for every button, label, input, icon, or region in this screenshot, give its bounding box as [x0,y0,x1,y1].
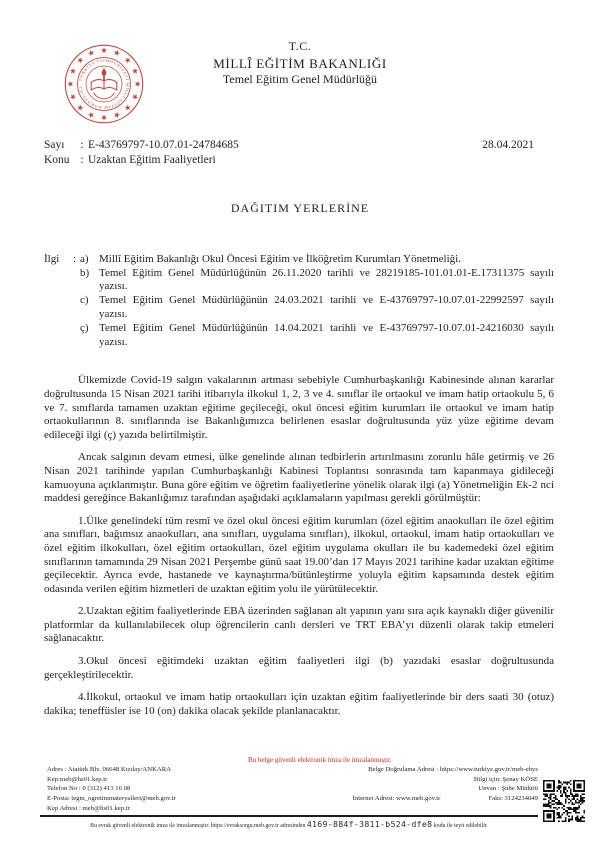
ministry-seal-icon [64,44,144,124]
recipient-line: DAĞITIM YERLERİNE [230,200,370,215]
department-title: Temel Eğitim Genel Müdürlüğü [222,71,378,86]
footer-verify-url-line: Belge Doğrulama Adresi : https://www.turkiye.gov.tr/meb-ebys [368,766,538,773]
footer-address-block [47,765,176,814]
konu-colon: : [80,153,84,166]
republic-title: T.C. [288,39,312,53]
separator-rule [40,815,538,817]
reference-item [44,253,554,267]
letter-footer [0,752,600,848]
ministry-title: MİLLÎ EĞİTİM BAKANLIĞI [213,55,387,71]
konu-value: Uzaktan Eğitim Faaliyetleri [88,153,216,166]
footer-email-line: E-Posta: tegm_ogretimmateryalleri@meb.gov.tr [47,795,176,803]
body-paragraph: 2.Uzaktan eğitim faaliyetlerinde EBA üzerinden sağlanan alt yapının yanı sıra açık kaynaklı diğer güvenilir platformlar da kullanılabilecek olup öğrencilerin canlı dersleri ve TRT EBA’yı düzenli olarak takip etmeleri sağlanacaktır. [44,605,554,645]
reference-marker: b) [80,266,90,279]
konu-row [44,153,239,168]
reference-text: Temel Eğitim Genel Müdürlüğünün 14.04.2021 tarihli ve E-43769797-10.07.01-24216030 sayılı yazısı. [99,321,554,348]
body-paragraph: 4.İlkokul, ortaokul ve imam hatip ortaokulları için uzaktan eğitim faaliyetlerinde bir ders saati 30 (otuz) dakika; teneffüsler ise 10 (on) dakika olacak şekilde planlanacaktır. [44,691,554,717]
konu-label: Konu [44,153,70,166]
verification-line [28,819,550,829]
sayi-colon: : [80,138,84,151]
sayi-label: Sayı [44,138,65,151]
reference-item [44,322,554,350]
letter-body [0,374,600,718]
body-paragraph: Ancak salgının devam etmesi, ülke genelinde alınan tedbirlerin artırılmasını zorunlu hâle getirmiş ve 26 Nisan 2021 tarihinde yapılan Cumhurbaşkanlığı Kabinesi Toplantısı sonrasında tam kapanmaya gidileceği kamuoyuna açıklanmıştır. Buna göre eğitim ve öğretim faaliyetlerine yönelik olarak ilgi (a) Yönetmeliğin Ek-2 nci maddesi gereğince Bakanlığımız tarafından aşağıdaki açıklamaların yapılması gerekli görülmüştür: [44,451,554,505]
ilgi-label-text: İlgi [44,252,60,265]
reference-item [44,294,554,322]
seal-ring-text: TÜRKİYE CUMHURİYETİ MİLLÎ EĞİTİM BAKANLIĞI [78,58,130,110]
body-paragraph: Ülkemizde Covid-19 salgın vakalarının artması sebebiyle Cumhurbaşkanlığı Kabinesinde alınan kararlar doğrultusunda 15 Nisan 2021 tarihi itibarıyla ilkokul 1, 2, 3 ve 4. sınıflar ile ortaokul ve imam hatip ortaokulu 5, 6 ve 7. sınıflarda tamamen uzaktan eğitime geçileceği, okul öncesi eğitim kurumları ile ortaokul ve imam hatip ortaokullarının 8. sınıflarında ise Bakanlığımızca belirlenen esaslar doğrultusunda yüz yüze eğitime devam edileceği ilgi (ç) yazıda belirtilmiştir. [44,374,554,441]
reference-text: Millî Eğitim Bakanlığı Okul Öncesi Eğitim ve İlköğretim Kurumları Yönetmeliği. [99,252,461,265]
verification-code: 4169-884f-3811-b524-dfe8 [306,819,433,829]
reference-marker: c) [80,294,89,307]
footer-title-line: Unvan : Şube Müdürü [478,785,538,793]
reference-marker: ç) [80,321,89,334]
footer-contact-block [353,765,538,804]
footer-faks: Faks: 3124234049 [488,795,538,803]
footer-address-line: Adres : Atatürk Blv. 06648 Kızılay/ANKARA [47,766,172,773]
esign-notice: Bu belge güvenli elektronik imza ile imzalanmıştır. [248,756,392,764]
reference-item [44,267,554,295]
body-paragraph: 1.Ülke genelindeki tüm resmî ve özel okul öncesi eğitim kurumları (özel eğitim anaokulları ile özel eğitim ana sınıfları, bağımsız anaokulları, ana sınıfları, uygulama sınıfları), ilkokul, ortaokul, imam hatip ortaokulları ve özel eğitim ilkokulları, özel eğitim ortaokulları, özel eğitim uygulama okulları ile bu kademedeki özel eğitim sınıflarının tamamında 29 Nisan 2021 Perşembe günü saat 19.00’dan 17 Mayıs 2021 tarihine kadar uzaktan eğitime geçilecektir. Ayrıca evde, hastanede ve kaynaştırma/bütünleştirme yoluyla eğitim kapsamında destek eğitim odasında verilen eğitim hizmetleri de uzaktan eğitim yolu ile yürütülecektir. [44,514,554,595]
ilgi-label [44,253,80,267]
reference-text: Temel Eğitim Genel Müdürlüğünün 24.03.2021 tarihli ve E-43769797-10.07.01-22992597 sayılı yazısı. [99,294,554,320]
reference-text: Temel Eğitim Genel Müdürlüğünün 26.11.2020 tarihli ve 28219185-101.01.01-E.17311375 sayılı yazısı. [99,266,554,293]
footer-phone-line: Telefon No : 0 (312) 413 16 08 [47,785,131,793]
footer-kep-line: Kep:meb@hs01.kep.tr [47,775,108,783]
footer-kep-address-line: Kep Adresi : meb@hs01.kep.tr [47,804,130,812]
footer-internet-address: İnternet Adresi: www.meb.gov.tr [352,795,441,803]
verification-suffix: kodu ile teyit edilebilir. [433,823,488,829]
sayi-value: E-43769797-10.07.01-24784685 [88,138,239,151]
document-meta [0,138,600,168]
ilgi-colon: : [72,252,76,265]
sayi-row [44,138,239,153]
body-paragraph: 3.Okul öncesi eğitimdeki uzaktan eğitim faaliyetleri ilgi (b) yazıdaki esaslar doğrultusunda gerçekleştirilecektir. [44,655,554,681]
document-date: 28.04.2021 [482,138,534,151]
footer-contact-person-line: Bilgi için: Şenay KÖSE [473,775,538,783]
footer-internet-faks-line [353,794,538,804]
verification-prefix: Bu evrak güvenli elektronik imza ile imzalanmıştır. https://evraksorgu.meb.gov.tr adresinden [90,823,306,829]
seal-torch-book-art [91,68,117,99]
reference-list [0,253,600,350]
qr-code-icon [543,780,585,822]
reference-marker: a) [80,252,89,265]
